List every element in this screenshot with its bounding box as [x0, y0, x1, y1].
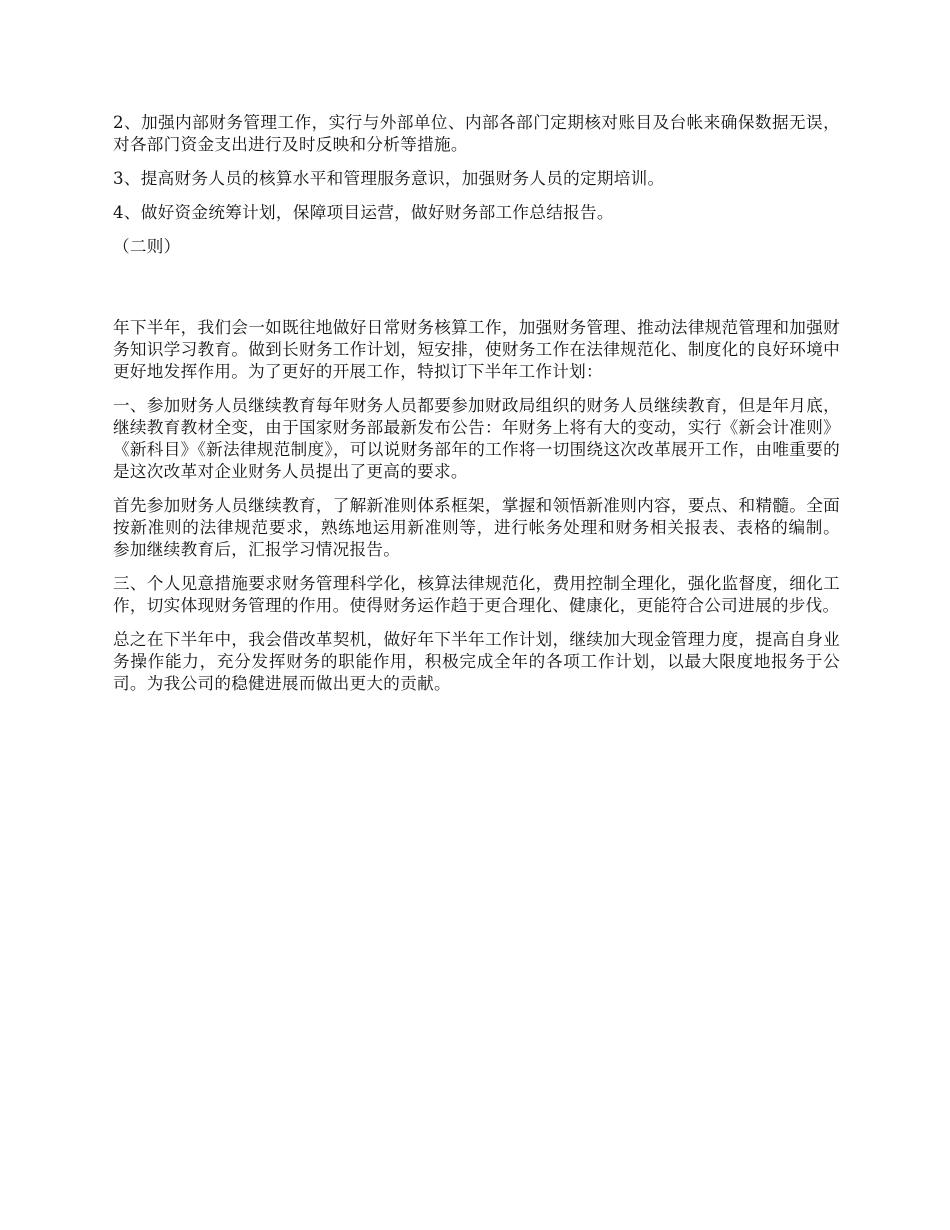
paragraph-first-step: 首先参加财务人员继续教育，了解新准则体系框架，掌握和领悟新准则内容，要点、和精髓。全面按新准则的法律规范要求，熟练地运用新准则等，进行帐务处理和财务相关报表、表格的编制。 参加继续教育后，汇报学习情况报告。 — [113, 496, 840, 559]
paragraph-intro: 年下半年，我们会一如既往地做好日常财务核算工作，加强财务管理、推动法律规范管理和加强财务知识学习教育。做到长财务工作计划，短安排，使财务工作在法律规范化、制度化的良好环境中更好地发挥作用。为了更好的开展工作，特拟订下半年工作计划： — [113, 318, 840, 381]
paragraph-continuing-education: 一、参加财务人员继续教育每年财务人员都要参加财政局组织的财务人员继续教育，但是年月底，继续教育教材全变，由于国家财务部最新发布公告：年财务上将有大的变动，实行《新会计准则》《新科目》《新法律规范制度》，可以说财务部年的工作将一切围绕这次改革展开工作，由唯重要的是这次改革对企业财务人员提出了更高的要求。 — [113, 396, 840, 481]
paragraph-personal-measures: 三、个人见意措施要求财务管理科学化，核算法律规范化，费用控制全理化，强化监督度，细化工作，切实体现财务管理的作用。使得财务运作趋于更合理化、健康化，更能符合公司进展的步伐。 — [113, 574, 840, 615]
document-body — [113, 112, 840, 695]
paragraph-item-4: 4、做好资金统筹计划，保障项目运营，做好财务部工作总结报告。 — [113, 203, 614, 222]
section-label: （二则） — [113, 237, 181, 256]
paragraph-conclusion: 总之在下半年中，我会借改革契机，做好年下半年工作计划，继续加大现金管理力度，提高自身业务操作能力，充分发挥财务的职能作用，积极完成全年的各项工作计划，以最大限度地报务于公司。为我公司的稳健进展而做出更大的贡献。 — [113, 630, 840, 693]
paragraph-item-2: 2、加强内部财务管理工作，实行与外部单位、内部各部门定期核对账目及台帐来确保数据无误，对各部门资金支出进行及时反映和分析等措施。 — [113, 113, 840, 154]
paragraph-item-3: 3、提高财务人员的核算水平和管理服务意识，加强财务人员的定期培训。 — [113, 169, 665, 188]
